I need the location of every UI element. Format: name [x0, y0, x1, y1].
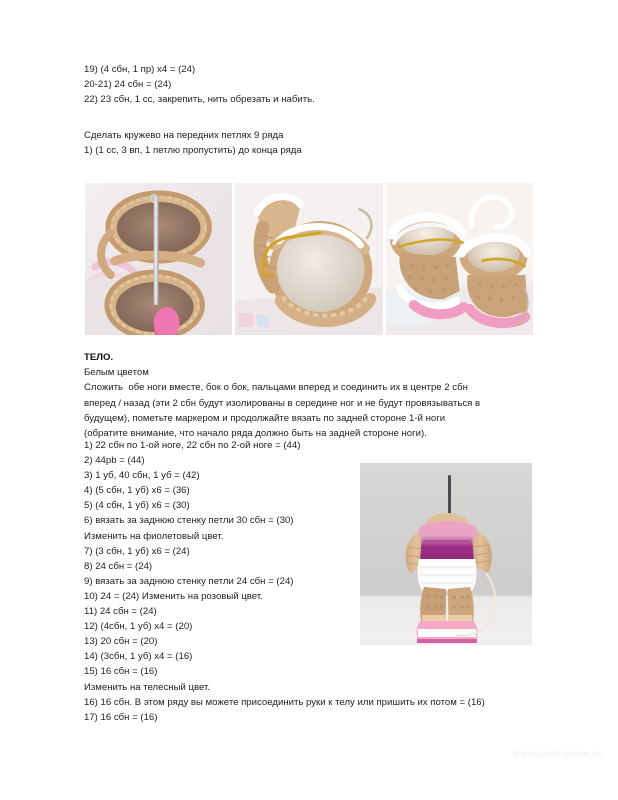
lace-heading: Сделать кружево на передних петлях 9 ряда	[84, 129, 284, 141]
photo-boots-pair	[386, 183, 533, 335]
lace-row-1: 1) (1 сс, 3 вп, 1 петлю пропустить) до конца ряда	[84, 144, 302, 156]
photo-boot-side	[235, 183, 382, 335]
body-row-8: 8) 24 сбн = (24)	[84, 560, 153, 572]
body-row-7: 7) (3 сбн, 1 уб) х6 = (24)	[84, 545, 190, 557]
photo-doll-body-image	[360, 463, 532, 645]
photo-boots-pair-image	[386, 183, 533, 335]
photo-boots-hook-image	[85, 183, 232, 335]
body-row-17: 17) 16 сбн = (16)	[84, 711, 158, 723]
pattern-row-19: 19) (4 сбн, 1 пр) х4 = (24)	[84, 64, 196, 75]
body-row-11: 11) 24 сбн = (24)	[84, 606, 157, 618]
site-watermark: PassionForum.ru	[513, 749, 604, 761]
body-row-15: 15) 16 сбн = (16)	[84, 666, 158, 678]
pattern-row-20-21: 20-21) 24 сбн = (24)	[84, 79, 172, 91]
photo-boots-hook	[85, 183, 232, 335]
photo-row	[85, 183, 533, 335]
body-paragraph-line-2: вперед / назад (эти 2 сбн будут изолированы в середине ног и не будут провязываться в	[84, 397, 481, 409]
body-row-1: 1) 22 сбн по 1-ой ноге, 22 сбн по 2-ой ноге = (44)	[84, 440, 301, 451]
body-heading: ТЕЛО.	[84, 352, 114, 363]
body-row-9: 9) вязать за заднюю стенку петли 24 сбн = (24)	[84, 575, 294, 587]
body-row-4: 4) (5 сбн, 1 уб) х6 = (36)	[84, 485, 190, 497]
body-paragraph-line-3: будущем), пометьте маркером и продолжайте вязать по задней стороне 1-й ноги	[84, 412, 446, 424]
body-row-3: 3) 1 уб, 40 сбн, 1 уб = (42)	[84, 470, 200, 482]
body-row-16: 16) 16 сбн. В этом ряду вы можете присоединить руки к телу или пришить их потом = (16)	[84, 696, 485, 708]
photo-doll-body	[360, 463, 532, 645]
body-row-5: 5) (4 сбн, 1 уб) х6 = (30)	[84, 500, 190, 512]
body-row-14: 14) (3сбн, 1 уб) х4 = (16)	[84, 651, 193, 663]
body-row-6: 6) вязать за заднюю стенку петли 30 сбн = (30)	[84, 515, 294, 527]
body-row-10: 10) 24 = (24) Изменить на розовый цвет.	[84, 590, 263, 602]
body-row-13: 13) 20 сбн = (20)	[84, 636, 158, 648]
body-row-2: 2) 44pb = (44)	[84, 455, 145, 467]
body-row-list	[84, 438, 485, 725]
body-section	[84, 347, 554, 441]
body-paragraph-line-1: Сложить обе ноги вместе, бок о бок, пальцами вперед и соединить их в центре 2 сбн	[84, 382, 468, 394]
body-note-purple: Изменить на фиолетовый цвет.	[84, 530, 224, 542]
top-text-section	[84, 62, 564, 158]
body-subheading: Белым цветом	[84, 367, 149, 379]
body-paragraph-line-4: (обратите внимание, что начало ряда должно быть на задней стороне ноги).	[84, 428, 427, 440]
body-note-skin: Изменить на телесный цвет.	[84, 681, 210, 693]
photo-boot-side-image	[235, 183, 382, 335]
body-row-12: 12) (4сбн, 1 уб) х4 = (20)	[84, 621, 193, 633]
pattern-row-22: 22) 23 сбн, 1 сс, закрепить, нить обрезать и набить.	[84, 94, 315, 106]
spacer	[84, 108, 564, 128]
